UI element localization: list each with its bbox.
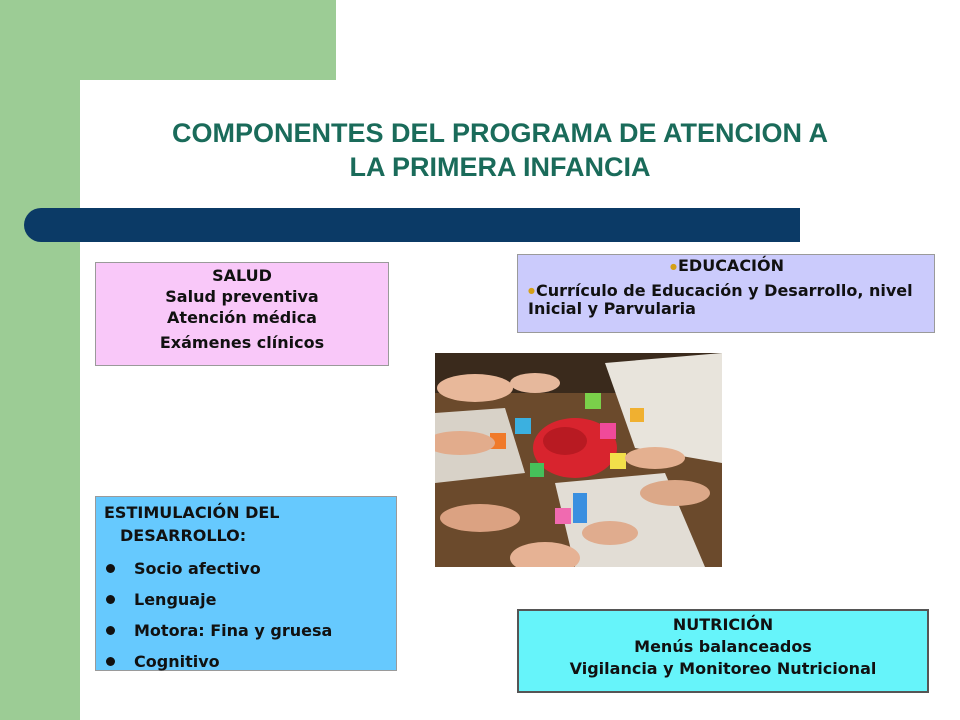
title-divider-bar xyxy=(24,208,800,242)
list-item xyxy=(104,553,396,584)
bullet-icon xyxy=(106,626,115,635)
salud-box xyxy=(95,262,389,366)
bullet-icon: ● xyxy=(670,261,677,271)
nutricion-box xyxy=(517,609,929,693)
list-item xyxy=(104,646,396,677)
title-line-1: COMPONENTES DEL PROGRAMA DE ATENCION A xyxy=(171,118,829,148)
salud-item: Exámenes clínicos xyxy=(159,333,325,352)
left-green-frame xyxy=(0,0,80,720)
nutricion-item: Vigilancia y Monitoreo Nutricional xyxy=(569,659,877,678)
bullet-icon xyxy=(106,595,115,604)
slide-title xyxy=(90,116,910,184)
estimulacion-box xyxy=(95,496,397,671)
list-item-label: Lenguaje xyxy=(134,590,217,609)
educacion-item: Currículo de Educación y Desarrollo, nivel Inicial y Parvularia xyxy=(528,280,913,318)
bullet-icon: ● xyxy=(528,286,535,295)
children-playing-photo xyxy=(435,353,722,567)
title-line-2: LA PRIMERA INFANCIA xyxy=(349,152,651,182)
list-item-label: Motora: Fina y gruesa xyxy=(134,621,333,640)
salud-heading: SALUD xyxy=(212,266,272,285)
nutricion-item: Menús balanceados xyxy=(634,637,812,656)
nutricion-heading: NUTRICIÓN xyxy=(672,615,774,634)
educacion-box xyxy=(517,254,935,333)
list-item xyxy=(104,584,396,615)
estimulacion-heading-line-1: ESTIMULACIÓN DEL xyxy=(104,503,280,522)
estimulacion-list xyxy=(104,553,396,677)
salud-item: Atención médica xyxy=(167,308,317,327)
list-item-label: Socio afectivo xyxy=(134,559,261,578)
bullet-icon xyxy=(106,657,115,666)
top-green-frame xyxy=(80,0,336,80)
list-item-label: Cognitivo xyxy=(134,652,220,671)
educacion-heading: EDUCACIÓN xyxy=(677,256,784,275)
estimulacion-heading xyxy=(104,501,396,547)
list-item xyxy=(104,615,396,646)
bullet-icon xyxy=(106,564,115,573)
estimulacion-heading-line-2: DESARROLLO: xyxy=(120,526,247,545)
salud-item: Salud preventiva xyxy=(165,287,319,306)
